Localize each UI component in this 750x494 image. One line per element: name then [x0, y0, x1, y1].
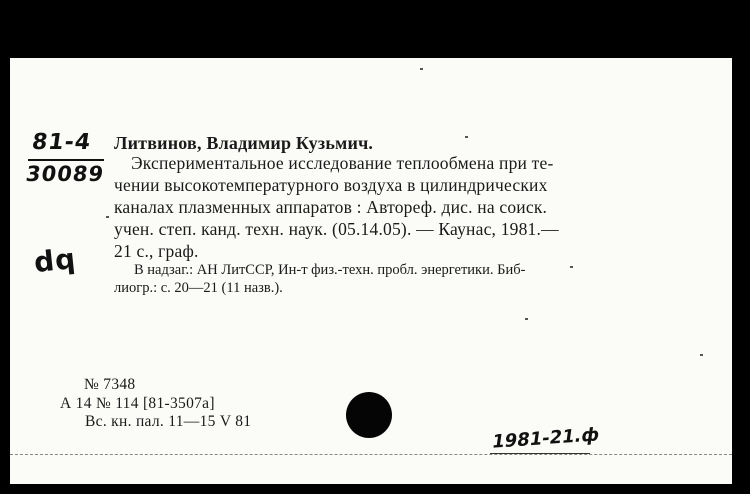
speck-mark	[525, 318, 528, 320]
speck-mark	[700, 354, 703, 356]
speck-mark	[570, 266, 573, 268]
registry-number: А 14 № 114 [81-3507а]	[60, 395, 215, 412]
punch-hole	[346, 392, 392, 438]
call-number-bottom: 30089	[24, 162, 106, 186]
call-number-divider	[28, 159, 104, 161]
shelf-mark: dq	[32, 241, 78, 280]
title-line: 21 с., граф.	[114, 241, 199, 261]
title-line: каналах плазменных аппаратов : Автореф. дис. на соиск.	[114, 197, 548, 217]
speck-mark	[106, 216, 109, 218]
note-line: лиогр.: с. 20—21 (11 назв.).	[114, 280, 283, 296]
call-number-top: 81-4	[30, 130, 93, 155]
speck-mark	[465, 136, 468, 138]
note-line: В надзаг.: АН ЛитССР, Ин-т физ.-техн. пробл. энергетики. Биб-	[134, 262, 526, 278]
handwritten-stamp: 1981-21.ф	[490, 424, 601, 453]
accession-number: № 7348	[84, 376, 136, 393]
title-line: учен. степ. канд. техн. наук. (05.14.05). — Каунас, 1981.—	[114, 219, 559, 239]
book-chamber-reference: Вс. кн. пал. 11—15 V 81	[85, 413, 252, 430]
catalog-card	[10, 58, 732, 484]
author-heading: Литвинов, Владимир Кузьмич.	[114, 133, 374, 153]
title-line: чении высокотемпературного воздуха в цилиндрических	[114, 175, 548, 195]
title-line: Экспериментальное исследование теплообмена при те-	[131, 153, 554, 173]
bottom-dotted-rule	[10, 454, 732, 455]
speck-mark	[420, 68, 423, 70]
stamp-underline	[490, 453, 590, 454]
